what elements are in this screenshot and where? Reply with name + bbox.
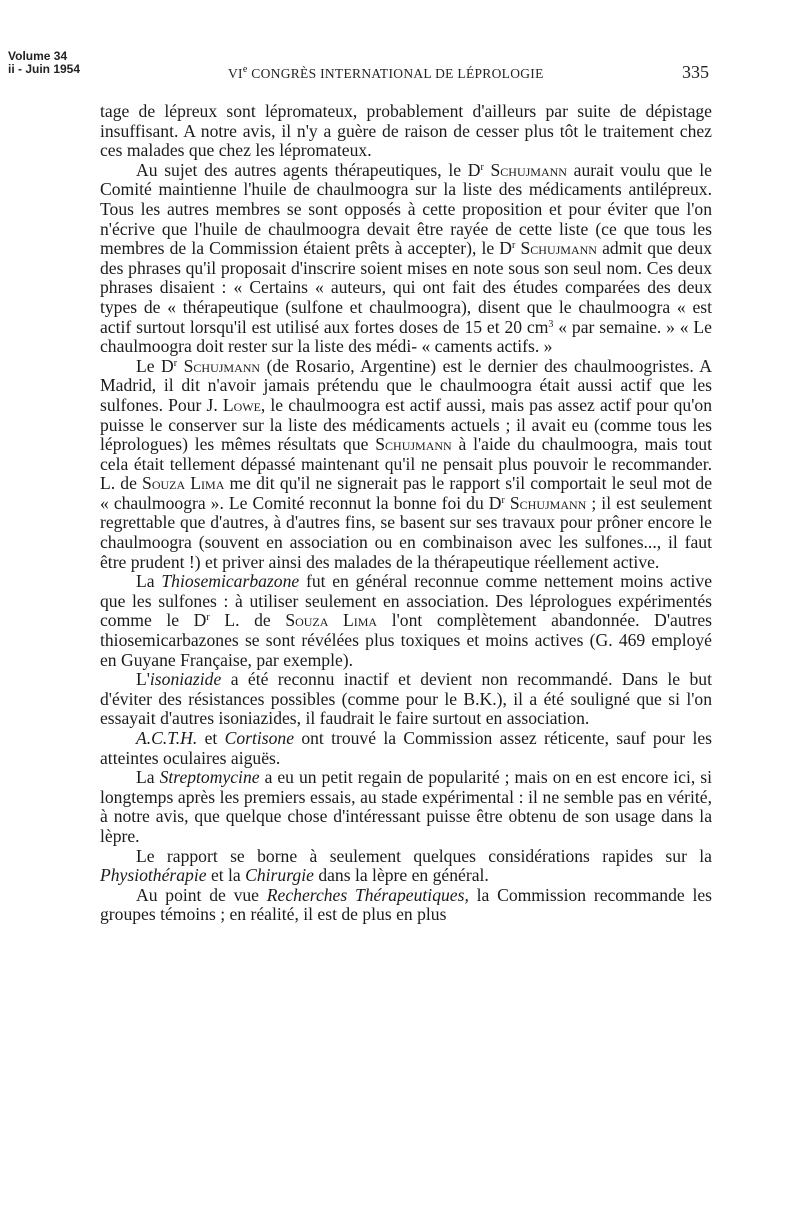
drug-name: Streptomycine — [159, 767, 260, 788]
author-name: Schujmann — [490, 159, 567, 180]
paragraph-1: tage de lépreux sont lépromateux, probablement d'ailleurs par suite de dépistage insuffisant. A notre avis, il n'y a guère de raison de cesser plus tôt le traitement chez ces malades que chez les lépromateux. — [100, 101, 712, 161]
topic-name: Chirurgie — [245, 865, 314, 886]
author-name: Schujmann — [509, 492, 587, 513]
paragraph-3: Le $D^r$ Schujmann (de Rosario, Argentine) est le dernier des chaulmoogristes. A Madrid, il dit n'avoir jamais prétendu que le chaulmoogra était aussi actif que les sulfones. Pour J. Lowe, le chaulmoogra est actif aussi, mais pas assez actif pour qu'on puisse le conserver sur la liste des médicaments actuels ; il avait eu (comme tous les léprologues) les mêmes résultats que Schujmann à l'aide du chaulmoogra, mais tout cela était tellement dépassé maintenant qu'il ne pensait plus pouvoir le recommander. L. de Souza Lima me dit qu'il ne signerait pas le rapport s'il comportait le seul mot de « chaulmoogra ». Le Comité reconnut la bonne foi du $D^r$ Schujmann ; il est seulement regrettable que d'autres, à d'autres fins, se basent sur ses travaux pour prôner encore le chaulmoogra (souvent en association ou en combinaison avec les sulfones..., il faut être prudent !) et priver ainsi des malades de la thérapeutique réellement active. — [100, 355, 712, 572]
author-name: Schujmann — [375, 434, 452, 455]
author-name: Souza Lima — [142, 473, 225, 494]
topic-name: Recherches Thérapeutiques, — [266, 884, 469, 905]
author-name: Souza Lima — [285, 610, 378, 631]
drug-name: Cortisone — [224, 728, 294, 748]
paragraph-6: A.C.T.H. et Cortisone ont trouvé la Commission assez réticente, sauf pour les atteintes oculaires aiguës. — [100, 728, 712, 768]
paragraph-8: Le rapport se borne à seulement quelques considérations rapides sur la Physiothérapie et la Chirurgie dans la lèpre en général. — [100, 845, 712, 886]
paragraph-2: Au sujet des autres agents thérapeutiques, le $D^r$ Schujmann aurait voulu que le Comité maintienne l'huile de chaulmoogra sur la liste des médicaments antilépreux. Tous les autres membres se sont opposés à cette proposition et pour éviter que l'on n'écrive que l'huile de chaulmoogra devait être rayée de cette liste (ce que tous les membres de la Commission étaient prêts à accepter), le $D^r$ Schujmann admit que deux des phrases qu'il proposait d'inscrire soient mises en note sous son seul nom. Ces deux phrases disaient : « Certains « auteurs, qui ont fait des études comparées des deux types de « thérapeutique (sulfone et chaulmoogra), disent que le chaulmoogra « est actif surtout lorsqu'il est utilisé aux fortes doses de 15 et 20 $cm^3$ « par semaine. » « Le chaulmoogra doit rester sur la liste des médi- « caments actifs. » — [100, 159, 712, 357]
ordinal-superscript: e — [242, 64, 248, 75]
running-title-text: CONGRÈS INTERNATIONAL DE LÉPROLOGIE — [251, 66, 544, 81]
running-title: VIe CONGRÈS INTERNATIONAL DE LÉPROLOGIE — [228, 64, 544, 81]
paragraph-9: Au point de vue Recherches Thérapeutiques, la Commission recommande les groupes témoins ; en réalité, il est de plus en plus — [100, 884, 713, 925]
drug-name: isoniazide — [149, 669, 222, 690]
volume-number: Volume 34 — [8, 49, 68, 63]
paragraph-7: La Streptomycine a eu un petit regain de popularité ; mais on en est encore ici, si longtemps après les premiers essais, au stade expérimental : il ne semble pas en vérité, à notre avis, que quelque chose d'intéressant puisse être obtenu de son usage dans la lèpre. — [100, 767, 713, 846]
drug-name: Thiosemicarbazone — [161, 571, 300, 592]
paragraph-4: La Thiosemicarbazone fut en général reconnue comme nettement moins active que les sulfones : à utiliser seulement en association. Des léprologues expérimentés comme le $D^r$ L. de Souza Lima l'ont complètement abandonnée. D'autres thiosemicarbazones se sont révélées plus toxiques et moins actives (G. 469 employé en Guyane Française, par exemple). — [100, 571, 713, 670]
volume-info — [8, 50, 80, 76]
topic-name: Physiothérapie — [100, 865, 207, 886]
author-name: Lowe — [222, 394, 261, 415]
page-number: 335 — [682, 62, 709, 82]
article-body — [100, 102, 712, 925]
drug-name: A.C.T.H. — [136, 728, 198, 748]
paragraph-5: L'isoniazide a été reconnu inactif et devient non recommandé. Dans le but d'éviter des résistances possibles (comme pour le B.K.), il a été souligné que si l'on essayait d'autres isoniazides, il faudrait le faire surtout en association. — [100, 669, 712, 729]
issue-date: ii - Juin 1954 — [8, 62, 81, 76]
author-name: Schujmann — [520, 238, 597, 259]
author-name: Schujmann — [183, 355, 261, 376]
